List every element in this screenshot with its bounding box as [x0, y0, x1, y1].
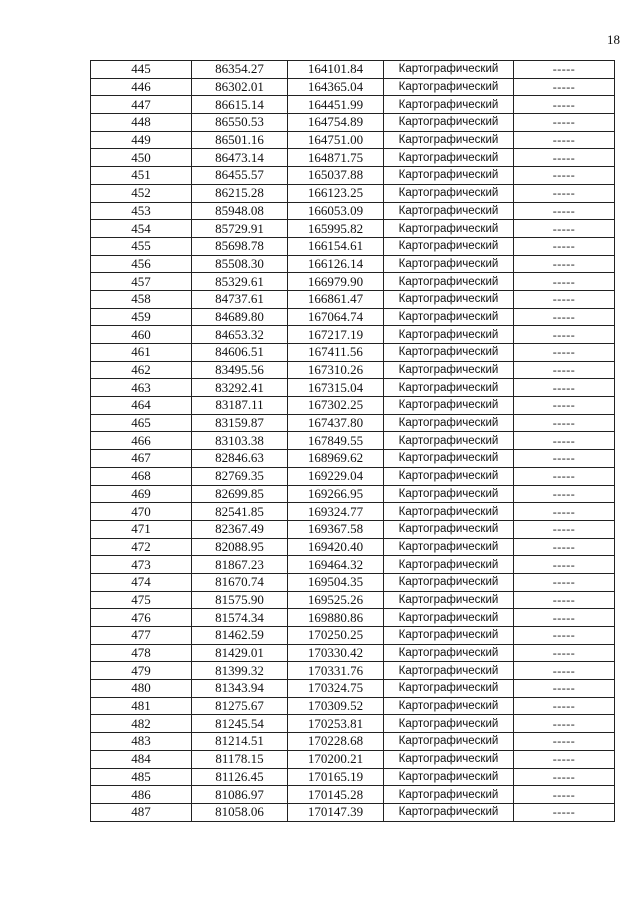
error-cell: -----: [514, 131, 615, 149]
error-cell: -----: [514, 467, 615, 485]
table-row: [91, 114, 615, 132]
table-row: [91, 273, 615, 291]
method-cell: Картографический: [384, 662, 514, 680]
error-cell: -----: [514, 379, 615, 397]
y-coordinate-cell: 167437.80: [288, 414, 384, 432]
error-cell: -----: [514, 237, 615, 255]
method-cell: Картографический: [384, 326, 514, 344]
error-cell: -----: [514, 538, 615, 556]
method-cell: Картографический: [384, 96, 514, 114]
table-row: [91, 361, 615, 379]
x-coordinate-cell: 84606.51: [192, 344, 288, 362]
y-coordinate-cell: 165995.82: [288, 220, 384, 238]
error-cell: -----: [514, 786, 615, 804]
error-cell: -----: [514, 414, 615, 432]
y-coordinate-cell: 169420.40: [288, 538, 384, 556]
point-number-cell: 462: [91, 361, 192, 379]
point-number-cell: 485: [91, 768, 192, 786]
point-number-cell: 466: [91, 432, 192, 450]
method-cell: Картографический: [384, 503, 514, 521]
point-number-cell: 481: [91, 697, 192, 715]
x-coordinate-cell: 82088.95: [192, 538, 288, 556]
y-coordinate-cell: 166123.25: [288, 184, 384, 202]
table-row: [91, 768, 615, 786]
x-coordinate-cell: 81275.67: [192, 697, 288, 715]
x-coordinate-cell: 85329.61: [192, 273, 288, 291]
method-cell: Картографический: [384, 644, 514, 662]
y-coordinate-cell: 164871.75: [288, 149, 384, 167]
y-coordinate-cell: 170250.25: [288, 627, 384, 645]
error-cell: -----: [514, 344, 615, 362]
table-row: [91, 255, 615, 273]
x-coordinate-cell: 81214.51: [192, 733, 288, 751]
method-cell: Картографический: [384, 609, 514, 627]
method-cell: Картографический: [384, 803, 514, 821]
point-number-cell: 461: [91, 344, 192, 362]
point-number-cell: 469: [91, 485, 192, 503]
point-number-cell: 451: [91, 167, 192, 185]
error-cell: -----: [514, 167, 615, 185]
point-number-cell: 475: [91, 591, 192, 609]
point-number-cell: 460: [91, 326, 192, 344]
table-row: [91, 520, 615, 538]
x-coordinate-cell: 83103.38: [192, 432, 288, 450]
point-number-cell: 478: [91, 644, 192, 662]
table-row: [91, 609, 615, 627]
x-coordinate-cell: 81126.45: [192, 768, 288, 786]
x-coordinate-cell: 81867.23: [192, 556, 288, 574]
table-row: [91, 803, 615, 821]
y-coordinate-cell: 170253.81: [288, 715, 384, 733]
error-cell: -----: [514, 503, 615, 521]
y-coordinate-cell: 166053.09: [288, 202, 384, 220]
error-cell: -----: [514, 432, 615, 450]
method-cell: Картографический: [384, 750, 514, 768]
error-cell: -----: [514, 78, 615, 96]
y-coordinate-cell: 164101.84: [288, 61, 384, 79]
table-row: [91, 750, 615, 768]
error-cell: -----: [514, 273, 615, 291]
method-cell: Картографический: [384, 202, 514, 220]
point-number-cell: 465: [91, 414, 192, 432]
method-cell: Картографический: [384, 485, 514, 503]
table-row: [91, 397, 615, 415]
error-cell: -----: [514, 361, 615, 379]
table-row: [91, 538, 615, 556]
method-cell: Картографический: [384, 61, 514, 79]
point-number-cell: 473: [91, 556, 192, 574]
y-coordinate-cell: 170324.75: [288, 680, 384, 698]
point-number-cell: 455: [91, 237, 192, 255]
table-row: [91, 432, 615, 450]
method-cell: Картографический: [384, 556, 514, 574]
y-coordinate-cell: 164751.00: [288, 131, 384, 149]
error-cell: -----: [514, 768, 615, 786]
table-row: [91, 414, 615, 432]
x-coordinate-cell: 81086.97: [192, 786, 288, 804]
error-cell: -----: [514, 290, 615, 308]
error-cell: -----: [514, 733, 615, 751]
x-coordinate-cell: 83159.87: [192, 414, 288, 432]
coordinates-table: [90, 60, 615, 822]
point-number-cell: 464: [91, 397, 192, 415]
error-cell: -----: [514, 680, 615, 698]
y-coordinate-cell: 170331.76: [288, 662, 384, 680]
y-coordinate-cell: 167310.26: [288, 361, 384, 379]
point-number-cell: 449: [91, 131, 192, 149]
y-coordinate-cell: 169324.77: [288, 503, 384, 521]
table-row: [91, 237, 615, 255]
point-number-cell: 459: [91, 308, 192, 326]
x-coordinate-cell: 85729.91: [192, 220, 288, 238]
method-cell: Картографический: [384, 573, 514, 591]
method-cell: Картографический: [384, 680, 514, 698]
x-coordinate-cell: 81429.01: [192, 644, 288, 662]
y-coordinate-cell: 166861.47: [288, 290, 384, 308]
method-cell: Картографический: [384, 220, 514, 238]
x-coordinate-cell: 82541.85: [192, 503, 288, 521]
y-coordinate-cell: 170145.28: [288, 786, 384, 804]
error-cell: -----: [514, 662, 615, 680]
x-coordinate-cell: 86354.27: [192, 61, 288, 79]
table-row: [91, 96, 615, 114]
table-row: [91, 715, 615, 733]
point-number-cell: 468: [91, 467, 192, 485]
method-cell: Картографический: [384, 114, 514, 132]
error-cell: -----: [514, 61, 615, 79]
method-cell: Картографический: [384, 538, 514, 556]
x-coordinate-cell: 85508.30: [192, 255, 288, 273]
y-coordinate-cell: 169367.58: [288, 520, 384, 538]
method-cell: Картографический: [384, 344, 514, 362]
table-row: [91, 290, 615, 308]
error-cell: -----: [514, 520, 615, 538]
point-number-cell: 471: [91, 520, 192, 538]
method-cell: Картографический: [384, 450, 514, 468]
x-coordinate-cell: 83495.56: [192, 361, 288, 379]
error-cell: -----: [514, 627, 615, 645]
method-cell: Картографический: [384, 131, 514, 149]
table-row: [91, 220, 615, 238]
y-coordinate-cell: 169525.26: [288, 591, 384, 609]
coordinates-table-body: [91, 61, 615, 822]
x-coordinate-cell: 83292.41: [192, 379, 288, 397]
method-cell: Картографический: [384, 414, 514, 432]
page-number: 18: [607, 32, 620, 47]
table-row: [91, 591, 615, 609]
method-cell: Картографический: [384, 290, 514, 308]
method-cell: Картографический: [384, 467, 514, 485]
table-row: [91, 662, 615, 680]
y-coordinate-cell: 169464.32: [288, 556, 384, 574]
error-cell: -----: [514, 220, 615, 238]
point-number-cell: 472: [91, 538, 192, 556]
table-row: [91, 733, 615, 751]
point-number-cell: 476: [91, 609, 192, 627]
table-row: [91, 573, 615, 591]
error-cell: -----: [514, 609, 615, 627]
error-cell: -----: [514, 96, 615, 114]
method-cell: Картографический: [384, 167, 514, 185]
point-number-cell: 467: [91, 450, 192, 468]
y-coordinate-cell: 164365.04: [288, 78, 384, 96]
x-coordinate-cell: 81670.74: [192, 573, 288, 591]
x-coordinate-cell: 82699.85: [192, 485, 288, 503]
method-cell: Картографический: [384, 379, 514, 397]
error-cell: -----: [514, 397, 615, 415]
point-number-cell: 470: [91, 503, 192, 521]
table-row: [91, 697, 615, 715]
point-number-cell: 452: [91, 184, 192, 202]
y-coordinate-cell: 169229.04: [288, 467, 384, 485]
table-row: [91, 184, 615, 202]
table-row: [91, 786, 615, 804]
x-coordinate-cell: 84737.61: [192, 290, 288, 308]
y-coordinate-cell: 167315.04: [288, 379, 384, 397]
x-coordinate-cell: 81399.32: [192, 662, 288, 680]
x-coordinate-cell: 81245.54: [192, 715, 288, 733]
y-coordinate-cell: 166979.90: [288, 273, 384, 291]
x-coordinate-cell: 86615.14: [192, 96, 288, 114]
method-cell: Картографический: [384, 149, 514, 167]
method-cell: Картографический: [384, 432, 514, 450]
x-coordinate-cell: 85698.78: [192, 237, 288, 255]
x-coordinate-cell: 82367.49: [192, 520, 288, 538]
error-cell: -----: [514, 556, 615, 574]
method-cell: Картографический: [384, 397, 514, 415]
point-number-cell: 453: [91, 202, 192, 220]
error-cell: -----: [514, 591, 615, 609]
point-number-cell: 486: [91, 786, 192, 804]
method-cell: Картографический: [384, 273, 514, 291]
table-row: [91, 131, 615, 149]
method-cell: Картографический: [384, 627, 514, 645]
x-coordinate-cell: 86455.57: [192, 167, 288, 185]
y-coordinate-cell: 170330.42: [288, 644, 384, 662]
table-row: [91, 167, 615, 185]
x-coordinate-cell: 86215.28: [192, 184, 288, 202]
error-cell: -----: [514, 644, 615, 662]
point-number-cell: 474: [91, 573, 192, 591]
y-coordinate-cell: 168969.62: [288, 450, 384, 468]
y-coordinate-cell: 164451.99: [288, 96, 384, 114]
x-coordinate-cell: 82846.63: [192, 450, 288, 468]
point-number-cell: 448: [91, 114, 192, 132]
x-coordinate-cell: 82769.35: [192, 467, 288, 485]
point-number-cell: 450: [91, 149, 192, 167]
table-row: [91, 485, 615, 503]
y-coordinate-cell: 165037.88: [288, 167, 384, 185]
table-row: [91, 379, 615, 397]
method-cell: Картографический: [384, 237, 514, 255]
point-number-cell: 484: [91, 750, 192, 768]
x-coordinate-cell: 81574.34: [192, 609, 288, 627]
table-row: [91, 149, 615, 167]
method-cell: Картографический: [384, 255, 514, 273]
error-cell: -----: [514, 114, 615, 132]
y-coordinate-cell: 170309.52: [288, 697, 384, 715]
y-coordinate-cell: 166126.14: [288, 255, 384, 273]
error-cell: -----: [514, 202, 615, 220]
method-cell: Картографический: [384, 768, 514, 786]
x-coordinate-cell: 86302.01: [192, 78, 288, 96]
point-number-cell: 480: [91, 680, 192, 698]
x-coordinate-cell: 81575.90: [192, 591, 288, 609]
point-number-cell: 445: [91, 61, 192, 79]
x-coordinate-cell: 85948.08: [192, 202, 288, 220]
table-row: [91, 202, 615, 220]
error-cell: -----: [514, 308, 615, 326]
x-coordinate-cell: 84653.32: [192, 326, 288, 344]
method-cell: Картографический: [384, 361, 514, 379]
table-row: [91, 308, 615, 326]
x-coordinate-cell: 81058.06: [192, 803, 288, 821]
error-cell: -----: [514, 450, 615, 468]
x-coordinate-cell: 81462.59: [192, 627, 288, 645]
error-cell: -----: [514, 255, 615, 273]
y-coordinate-cell: 166154.61: [288, 237, 384, 255]
y-coordinate-cell: 164754.89: [288, 114, 384, 132]
point-number-cell: 463: [91, 379, 192, 397]
table-row: [91, 450, 615, 468]
y-coordinate-cell: 169504.35: [288, 573, 384, 591]
point-number-cell: 456: [91, 255, 192, 273]
method-cell: Картографический: [384, 697, 514, 715]
error-cell: -----: [514, 149, 615, 167]
x-coordinate-cell: 86473.14: [192, 149, 288, 167]
y-coordinate-cell: 170165.19: [288, 768, 384, 786]
y-coordinate-cell: 170200.21: [288, 750, 384, 768]
y-coordinate-cell: 169266.95: [288, 485, 384, 503]
y-coordinate-cell: 170147.39: [288, 803, 384, 821]
table-row: [91, 61, 615, 79]
method-cell: Картографический: [384, 786, 514, 804]
point-number-cell: 458: [91, 290, 192, 308]
y-coordinate-cell: 169880.86: [288, 609, 384, 627]
table-row: [91, 326, 615, 344]
error-cell: -----: [514, 573, 615, 591]
point-number-cell: 457: [91, 273, 192, 291]
table-row: [91, 344, 615, 362]
error-cell: -----: [514, 750, 615, 768]
method-cell: Картографический: [384, 733, 514, 751]
x-coordinate-cell: 84689.80: [192, 308, 288, 326]
y-coordinate-cell: 170228.68: [288, 733, 384, 751]
method-cell: Картографический: [384, 591, 514, 609]
method-cell: Картографический: [384, 520, 514, 538]
error-cell: -----: [514, 715, 615, 733]
table-row: [91, 78, 615, 96]
y-coordinate-cell: 167849.55: [288, 432, 384, 450]
table-row: [91, 644, 615, 662]
method-cell: Картографический: [384, 78, 514, 96]
method-cell: Картографический: [384, 184, 514, 202]
point-number-cell: 482: [91, 715, 192, 733]
error-cell: -----: [514, 803, 615, 821]
point-number-cell: 479: [91, 662, 192, 680]
table-row: [91, 556, 615, 574]
y-coordinate-cell: 167302.25: [288, 397, 384, 415]
table-row: [91, 503, 615, 521]
table-row: [91, 680, 615, 698]
point-number-cell: 454: [91, 220, 192, 238]
error-cell: -----: [514, 485, 615, 503]
y-coordinate-cell: 167217.19: [288, 326, 384, 344]
x-coordinate-cell: 86550.53: [192, 114, 288, 132]
x-coordinate-cell: 81343.94: [192, 680, 288, 698]
point-number-cell: 487: [91, 803, 192, 821]
point-number-cell: 447: [91, 96, 192, 114]
point-number-cell: 446: [91, 78, 192, 96]
point-number-cell: 477: [91, 627, 192, 645]
point-number-cell: 483: [91, 733, 192, 751]
table-row: [91, 467, 615, 485]
error-cell: -----: [514, 326, 615, 344]
x-coordinate-cell: 83187.11: [192, 397, 288, 415]
x-coordinate-cell: 81178.15: [192, 750, 288, 768]
table-row: [91, 627, 615, 645]
method-cell: Картографический: [384, 715, 514, 733]
method-cell: Картографический: [384, 308, 514, 326]
error-cell: -----: [514, 697, 615, 715]
x-coordinate-cell: 86501.16: [192, 131, 288, 149]
error-cell: -----: [514, 184, 615, 202]
y-coordinate-cell: 167064.74: [288, 308, 384, 326]
y-coordinate-cell: 167411.56: [288, 344, 384, 362]
